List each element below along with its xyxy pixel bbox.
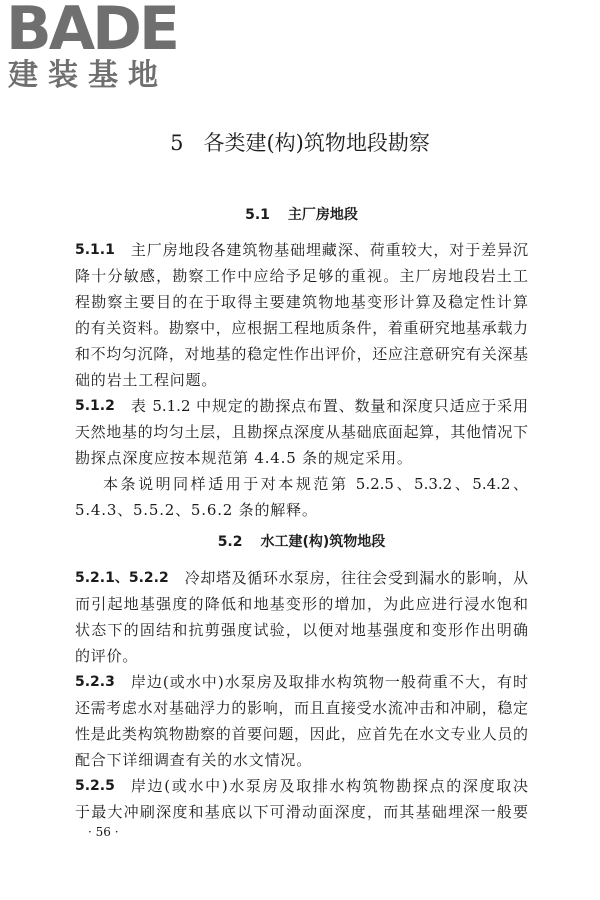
- clause-number: 5.2.1、5.2.2: [75, 570, 169, 586]
- text-line: 性是此类构筑物勘察的首要问题，因此，应首先在水文专业人员的: [75, 725, 528, 743]
- text-line: [75, 565, 528, 591]
- text-line: 的评价。: [75, 647, 139, 665]
- text-line: 程勘察主要目的在于取得主要建筑物地基变形计算及稳定性计算: [75, 293, 528, 311]
- section-number: 5.2: [217, 534, 243, 550]
- clause-5-1-2: [75, 393, 528, 471]
- section-heading: [75, 529, 528, 555]
- explanatory-note: [75, 471, 528, 523]
- clause-text: 主厂房地段各建筑物基础埋藏深、荷重较大，对于差异沉: [130, 241, 528, 259]
- document-body: [75, 202, 528, 825]
- text-line: 勘探点深度应按本规范第 4.4.5 条的规定采用。: [75, 449, 413, 467]
- page-number: · 56 ·: [88, 825, 119, 839]
- text-line: [75, 237, 528, 263]
- clause-5-2-5: [75, 773, 528, 825]
- clause-text: 表 5.1.2 中规定的勘探点布置、数量和深度只适应于采用: [130, 397, 528, 415]
- text-line: 配合下详细调查有关的水文情况。: [75, 751, 313, 769]
- clause-number: 5.2.3: [75, 674, 115, 690]
- text-line: 状态下的固结和抗剪强度试验，以便对地基强度和变形作出明确: [75, 621, 528, 639]
- logo: [6, 2, 181, 97]
- logo-brand: BADE: [6, 0, 177, 64]
- section-number: 5.1: [245, 207, 270, 223]
- logo-tagline: 建装基地: [8, 58, 168, 93]
- clause-text: 冷却塔及循环水泵房，往往会受到漏水的影响，从: [184, 569, 528, 587]
- text-line: [75, 669, 528, 695]
- chapter-title-text: 各类建(构)筑物地段勘察: [203, 131, 430, 155]
- text-line: 本条说明同样适用于对本规范第 5.2.5、5.3.2、5.4.2、: [103, 475, 528, 493]
- text-line: 还需考虑水对基础浮力的影响，而且直接受水流冲击和冲刷，稳定: [75, 699, 528, 717]
- clause-number: 5.2.5: [75, 778, 115, 794]
- text-line: 降十分敏感，勘察工作中应给予足够的重视。主厂房地段岩土工: [75, 267, 528, 285]
- clause-5-2-1-5-2-2: [75, 565, 528, 669]
- text-line: 5.4.3、5.5.2、5.6.2 条的解释。: [75, 501, 318, 519]
- text-line: 的有关资料。勘察中，应根据工程地质条件，着重研究地基承载力: [75, 319, 528, 337]
- text-line: 天然地基的均匀土层，且勘探点深度从基础底面起算，其他情况下: [75, 423, 528, 441]
- text-line: 和不均匀沉降，对地基的稳定性作出评价，还应注意研究有关深基: [75, 345, 528, 363]
- text-line: 而引起地基强度的降低和地基变形的增加，为此应进行浸水饱和: [75, 595, 528, 613]
- clause-text: 岸边(或水中)水泵房及取排水构筑物勘探点的深度取决: [130, 777, 528, 795]
- clause-5-2-3: [75, 669, 528, 773]
- chapter-title: [0, 129, 600, 157]
- text-line: [75, 773, 528, 799]
- section-title: 主厂房地段: [287, 207, 358, 223]
- clause-number: 5.1.1: [75, 242, 115, 258]
- chapter-number: 5: [170, 131, 184, 155]
- section-title: 水工建(构)筑物地段: [260, 534, 386, 550]
- text-line: 础的岩土工程问题。: [75, 371, 218, 389]
- clause-text: 岸边(或水中)水泵房及取排水构筑物一般荷重不大，有时: [130, 673, 528, 691]
- clause-number: 5.1.2: [75, 398, 115, 414]
- text-line: [75, 393, 528, 419]
- section-heading: [75, 202, 528, 228]
- text-line: 于最大冲刷深度和基底以下可滑动面深度，而其基础埋深一般要: [75, 803, 528, 821]
- clause-5-1-1: [75, 237, 528, 393]
